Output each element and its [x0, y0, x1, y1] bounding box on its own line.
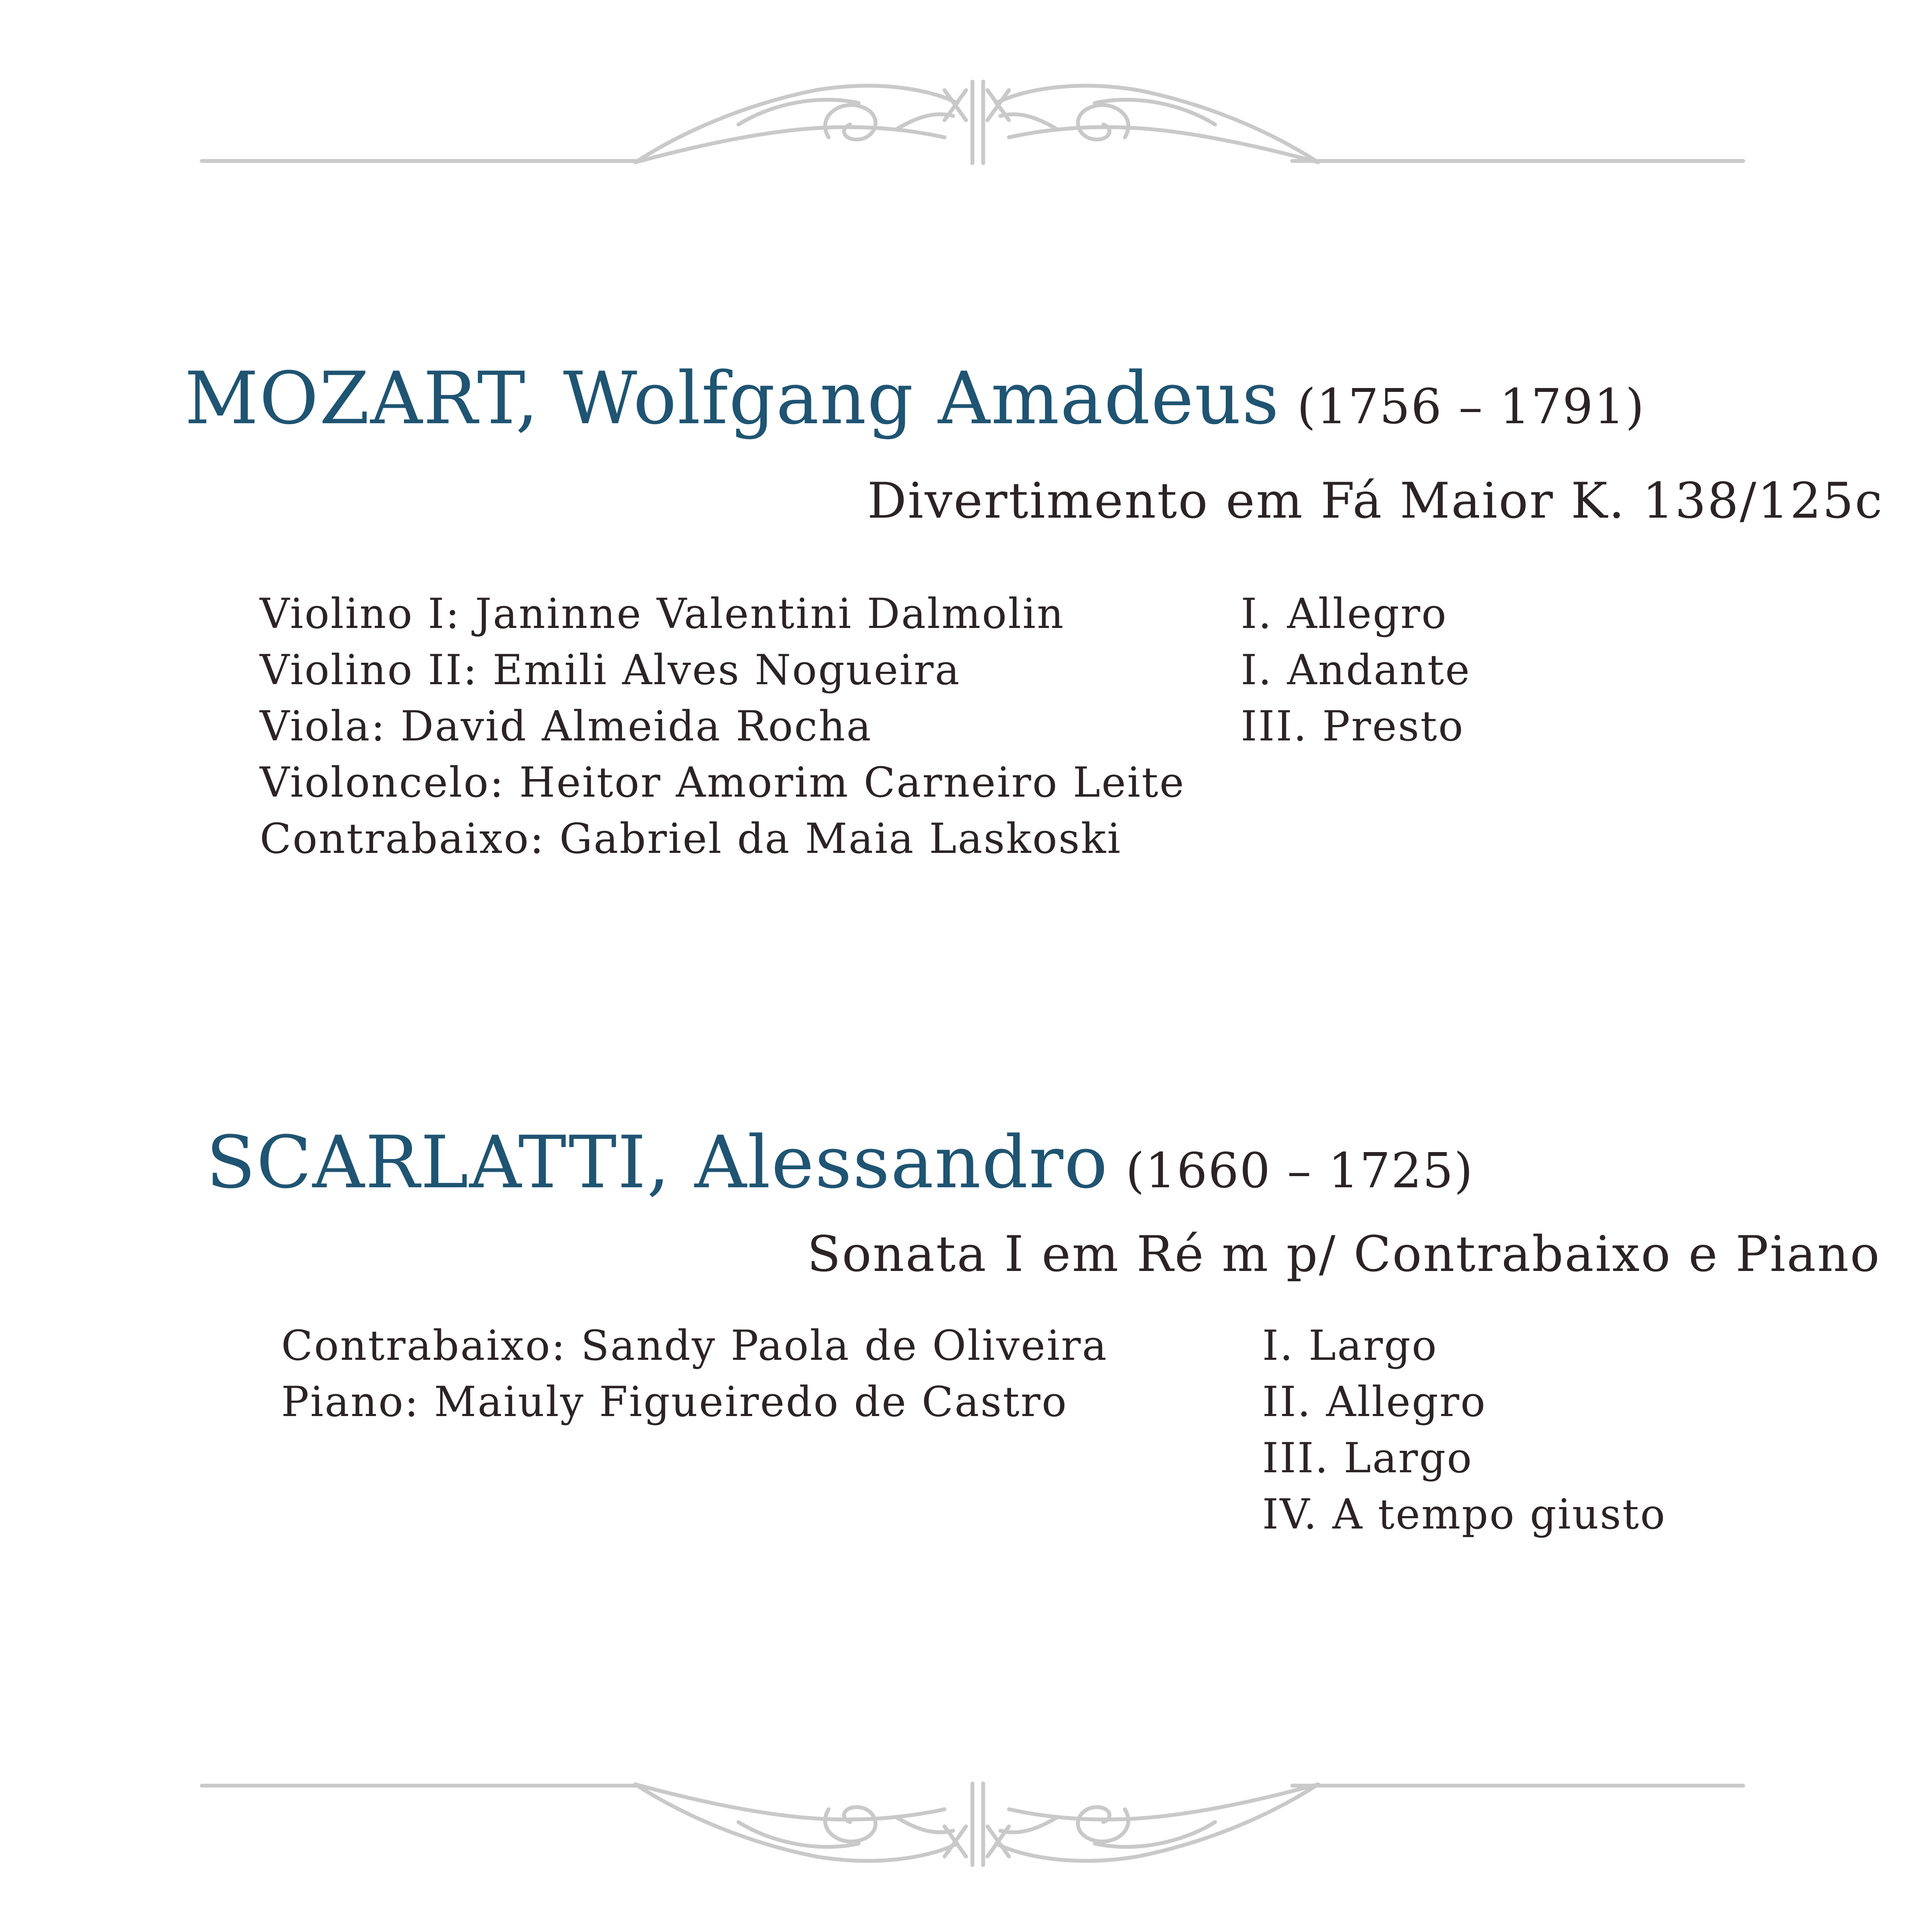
composer-heading-mozart: [185, 356, 1645, 440]
composer-dates: (1660 – 1725): [1125, 1143, 1474, 1199]
performers-list-mozart: [260, 586, 1185, 867]
movements-list-mozart: [1241, 586, 1471, 755]
movement-item: IV. A tempo giusto: [1262, 1490, 1667, 1538]
performer-item: Viola: David Almeida Rocha: [260, 702, 872, 750]
performer-item: Violino I: Janinne Valentini Dalmolin: [260, 590, 1065, 638]
work-title-mozart: Divertimento em Fá Maior K. 138/125c: [867, 472, 1884, 529]
performer-item: Violoncelo: Heitor Amorim Carneiro Leite: [260, 758, 1185, 807]
work-title-scarlatti: Sonata I em Ré m p/ Contrabaixo e Piano: [807, 1225, 1881, 1283]
composer-heading-scarlatti: [206, 1120, 1473, 1204]
performer-item: Piano: Maiuly Figueiredo de Castro: [281, 1378, 1068, 1426]
composer-name: MOZART, Wolfgang Amadeus: [185, 356, 1280, 440]
composer-name: SCARLATTI, Alessandro: [206, 1120, 1109, 1204]
performers-list-scarlatti: [281, 1318, 1108, 1430]
performer-item: Contrabaixo: Sandy Paola de Oliveira: [281, 1322, 1108, 1370]
movements-list-scarlatti: [1262, 1318, 1666, 1543]
movement-item: III. Presto: [1241, 702, 1464, 750]
movement-item: I. Andante: [1241, 646, 1471, 694]
bottom-ornament-divider: [0, 1762, 1932, 1882]
performer-item: Contrabaixo: Gabriel da Maia Laskoski: [260, 815, 1122, 863]
composer-dates: (1756 – 1791): [1297, 379, 1645, 435]
movement-item: III. Largo: [1262, 1434, 1473, 1482]
movement-item: I. Allegro: [1241, 590, 1448, 638]
movement-item: II. Allegro: [1262, 1378, 1487, 1426]
top-ornament-divider: [0, 64, 1932, 185]
movement-item: I. Largo: [1262, 1322, 1438, 1370]
performer-item: Violino II: Emili Alves Nogueira: [260, 646, 961, 694]
